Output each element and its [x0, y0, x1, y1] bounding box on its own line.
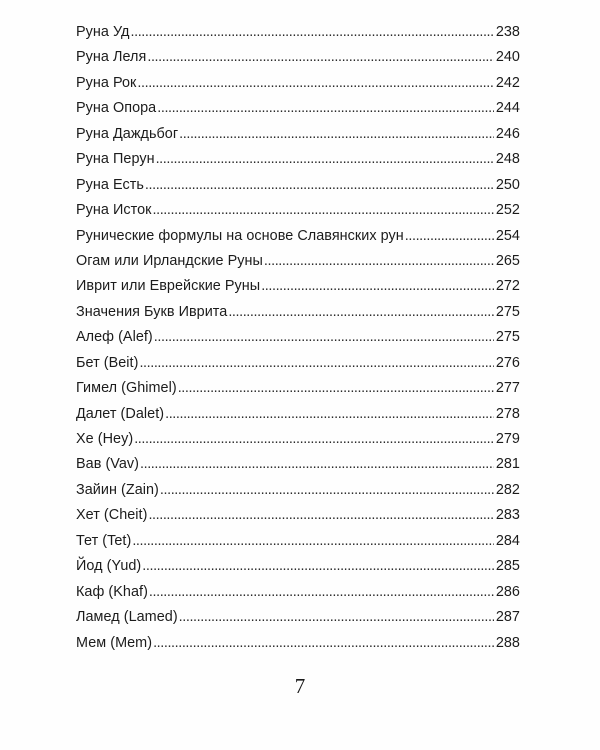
dot-leader [140, 456, 494, 472]
toc-entry [76, 177, 520, 202]
toc-entry-page: 282 [495, 481, 520, 498]
toc-entry [76, 380, 520, 405]
toc-entry-page: 250 [495, 176, 520, 193]
toc-entry [76, 482, 520, 507]
toc-entry [76, 558, 520, 583]
toc-entry-page: 283 [495, 507, 520, 524]
toc-entry-title: Бет (Beit) [76, 354, 139, 371]
toc-entry-title: Руна Есть [76, 176, 144, 193]
toc-entry [76, 100, 520, 125]
dot-leader [405, 228, 494, 244]
toc-entry-title: Руна Исток [76, 202, 152, 219]
toc-entry-title: Хет (Cheit) [76, 507, 148, 524]
dot-leader [148, 507, 493, 523]
toc-entry-page: 286 [495, 583, 520, 600]
dot-leader [153, 635, 494, 651]
toc-entry-title: Значения Букв Иврита [76, 303, 228, 320]
toc-entry [76, 202, 520, 227]
table-of-contents [76, 24, 520, 660]
dot-leader [228, 304, 494, 320]
toc-entry [76, 49, 520, 74]
toc-entry-page: 277 [495, 380, 520, 397]
dot-leader [132, 533, 494, 549]
dot-leader [131, 24, 494, 40]
dot-leader [153, 202, 494, 218]
toc-entry [76, 533, 520, 558]
dot-leader [149, 584, 494, 600]
toc-entry [76, 278, 520, 303]
toc-entry [76, 355, 520, 380]
toc-entry [76, 635, 520, 660]
toc-entry-page: 244 [495, 100, 520, 117]
dot-leader [157, 100, 494, 116]
toc-entry-title: Руна Перун [76, 151, 155, 168]
toc-entry [76, 24, 520, 49]
toc-entry-page: 242 [495, 74, 520, 91]
dot-leader [145, 177, 494, 193]
dot-leader [160, 482, 494, 498]
toc-entry-page: 281 [495, 456, 520, 473]
toc-entry-title: Руна Даждьбог [76, 125, 179, 142]
toc-entry [76, 609, 520, 634]
toc-entry-page: 287 [495, 609, 520, 626]
toc-entry-title: Гимел (Ghimel) [76, 380, 177, 397]
dot-leader [179, 126, 494, 142]
toc-entry-title: Йод (Yud) [76, 558, 142, 575]
toc-entry-page: 275 [495, 303, 520, 320]
toc-entry-title: Каф (Khaf) [76, 583, 148, 600]
toc-entry-title: Рунические формулы на основе Славянских рун [76, 227, 404, 244]
toc-entry-title: Огам или Ирландские Руны [76, 252, 263, 269]
toc-entry-page: 285 [495, 558, 520, 575]
toc-entry-title: Алеф (Alef) [76, 329, 153, 346]
dot-leader [139, 355, 493, 371]
toc-entry-page: 279 [495, 431, 520, 447]
toc-entry [76, 228, 520, 253]
toc-entry [76, 151, 520, 176]
toc-entry-page: 254 [495, 227, 520, 244]
dot-leader [134, 431, 494, 447]
dot-leader [264, 253, 494, 269]
dot-leader [178, 380, 494, 396]
toc-entry-title: Мем (Mem) [76, 634, 153, 651]
toc-entry-title: Руна Опора [76, 100, 157, 117]
toc-entry-page: 276 [495, 354, 520, 371]
toc-entry-page: 246 [495, 125, 520, 142]
dot-leader [261, 278, 494, 294]
toc-entry-title: Хе (Hey) [76, 431, 134, 447]
toc-entry [76, 507, 520, 532]
toc-entry [76, 456, 520, 481]
toc-entry-title: Вав (Vav) [76, 456, 140, 473]
toc-entry-page: 248 [495, 151, 520, 168]
toc-entry-page: 265 [495, 252, 520, 269]
dot-leader [147, 49, 493, 65]
toc-entry [76, 431, 520, 456]
toc-entry [76, 126, 520, 151]
toc-entry [76, 304, 520, 329]
toc-entry-page: 284 [495, 532, 520, 549]
toc-entry-title: Ламед (Lamed) [76, 609, 178, 626]
toc-entry-title: Далет (Dalet) [76, 405, 165, 422]
toc-entry-title: Зайин (Zain) [76, 481, 159, 498]
toc-entry [76, 75, 520, 100]
page-number: 7 [294, 674, 306, 698]
toc-entry-title: Руна Рок [76, 74, 137, 91]
dot-leader [165, 406, 494, 422]
toc-entry-page: 272 [495, 278, 520, 295]
toc-entry-page: 275 [495, 329, 520, 346]
toc-entry-title: Иврит или Еврейские Руны [76, 278, 261, 295]
toc-entry-title: Тет (Tet) [76, 532, 132, 549]
dot-leader [137, 75, 493, 91]
toc-entry-page: 240 [495, 49, 520, 66]
toc-entry [76, 329, 520, 354]
toc-entry-page: 288 [495, 634, 520, 651]
toc-entry-title: Руна Уд [76, 24, 130, 40]
toc-entry [76, 584, 520, 609]
dot-leader [154, 329, 494, 345]
toc-entry-page: 252 [495, 202, 520, 219]
dot-leader [179, 609, 494, 625]
toc-entry-page: 238 [495, 24, 520, 40]
toc-entry [76, 253, 520, 278]
dot-leader [156, 151, 494, 167]
toc-entry [76, 406, 520, 431]
dot-leader [142, 558, 494, 574]
toc-entry-page: 278 [495, 405, 520, 422]
toc-entry-title: Руна Леля [76, 49, 147, 66]
